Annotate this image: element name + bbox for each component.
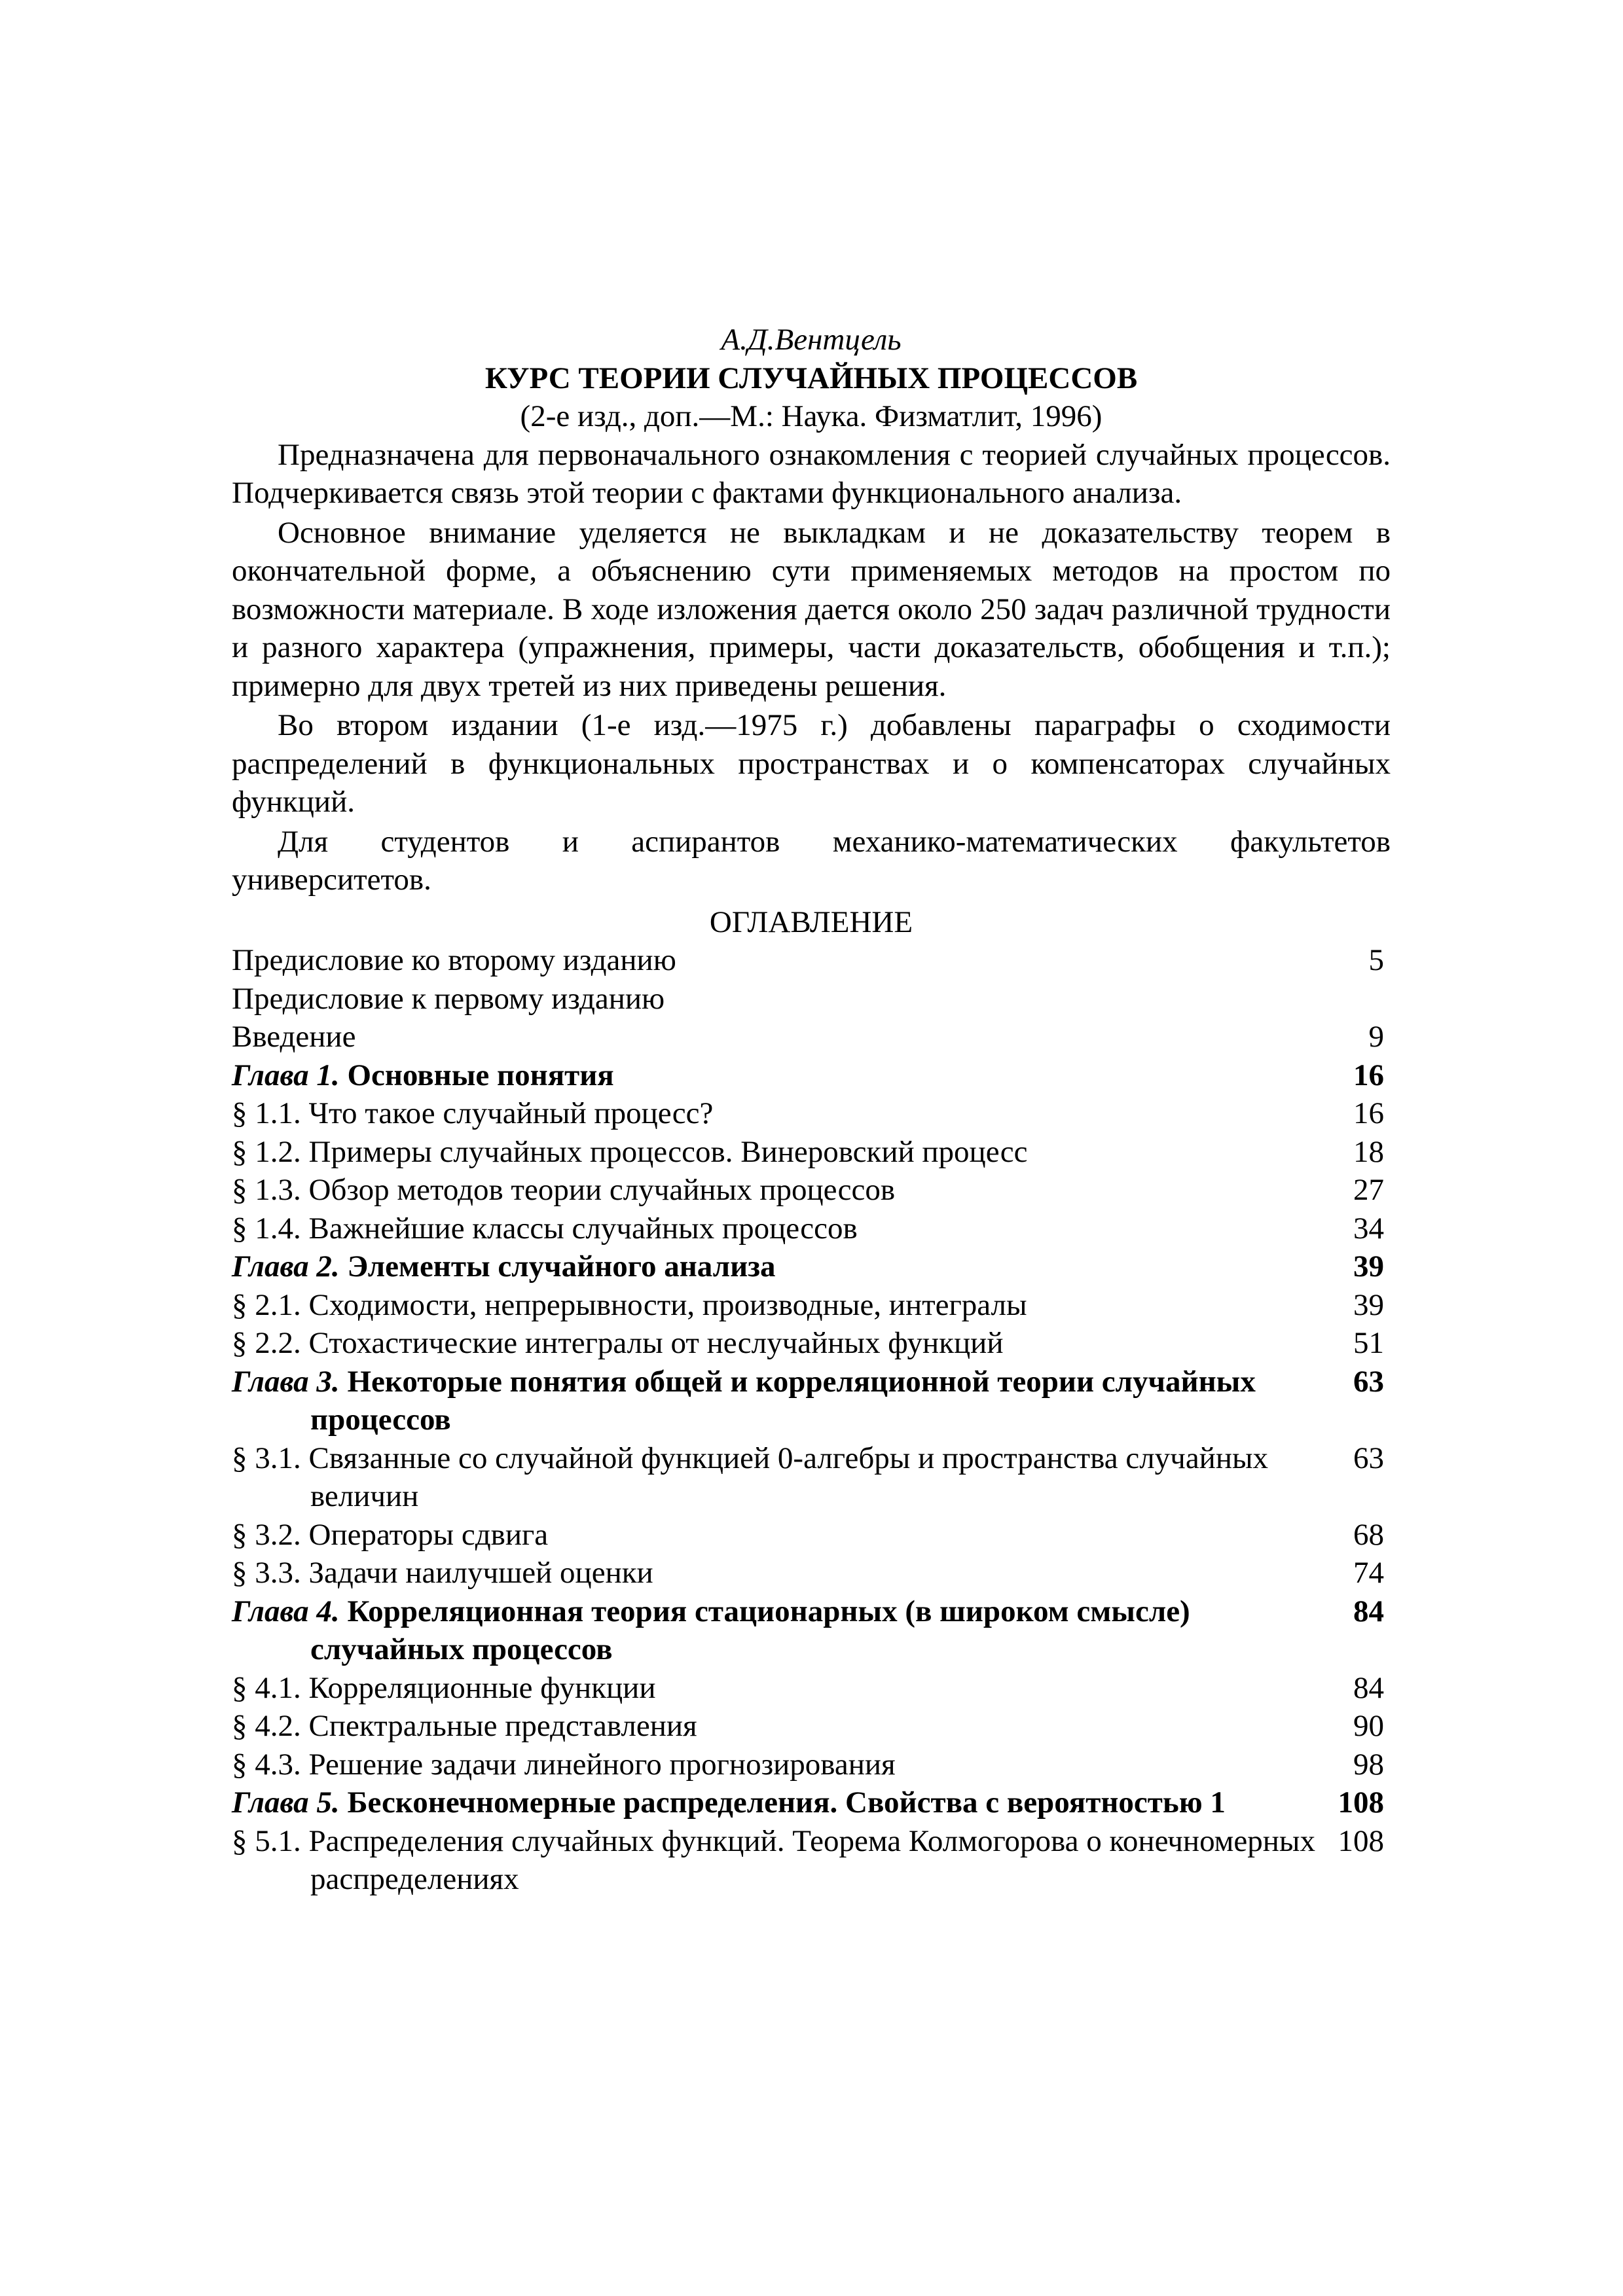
toc-row [232,1171,1391,1210]
toc-chapter-label: Глава 4. [232,1594,340,1628]
toc-entry-page: 98 [1353,1747,1384,1782]
toc-entry-page: 27 [1353,1173,1384,1207]
toc-chapter-row [232,1592,1391,1669]
toc-entry-page: 74 [1353,1556,1384,1590]
toc-entry-title [232,941,1327,980]
toc-entry-page: 9 [1368,1020,1384,1054]
toc-chapter-label: Глава 1. [232,1058,340,1092]
toc-entry-title [232,1094,1327,1133]
toc-entry-page: 108 [1338,1823,1384,1858]
toc-chapter-row [232,1056,1391,1095]
toc-entry-text: § 4.1. Корреляционные функции [232,1670,656,1705]
toc-chapter-label: Глава 3. [232,1364,340,1399]
toc-entry-page: 39 [1353,1249,1384,1283]
toc-row [232,1439,1391,1516]
toc-entry-page: 68 [1353,1517,1384,1552]
toc-entry-page: 63 [1353,1364,1384,1399]
book-edition: (2-е изд., доп.—М.: Наука. Физматлит, 1996) [520,399,1103,433]
toc-entry-text: Элементы случайного анализа [347,1249,776,1283]
toc-entry-title [232,1247,1327,1286]
toc-entry-page: 84 [1353,1670,1384,1705]
annotation-paragraph-4-line-1: Для студентов и аспирантов механико-математических факультетов [278,824,1391,859]
toc-row [232,1018,1391,1056]
toc-entry-title [232,1439,1327,1516]
toc-entry-text: § 2.2. Стохастические интегралы от неслучайных функций [232,1326,1004,1360]
toc-entry-title [232,1133,1327,1172]
annotation-paragraph-3: Во втором издании (1-е изд.—1975 г.) добавлены параграфы о сходимости распределений в функциональных пространствах и о компенсаторах случайных функций. [232,708,1391,819]
toc-entry-text: Основные понятия [347,1058,614,1092]
annotation-paragraph-1: Предназначена для первоначального ознакомления с теорией случайных процессов. Подчеркивается связь этой теории с фактами функционального анализа. [232,437,1391,510]
toc-entry-title [232,1554,1327,1592]
toc-row [232,1516,1391,1554]
toc-chapter-row [232,1363,1391,1439]
toc-entry-text: Некоторые понятия общей и корреляционной теории случайных процессов [310,1364,1256,1437]
toc-entry-text: § 4.3. Решение задачи линейного прогнозирования [232,1747,896,1782]
document-page [232,321,1391,1899]
toc-entry-text: § 1.2. Примеры случайных процессов. Винеровский процесс [232,1134,1028,1169]
annotation-paragraph-2: Основное внимание уделяется не выкладкам и не доказательству теорем в окончательной форме, а объяснению сути применяемых методов на простом по возможности материале. В ходе изложения дается около 250 задач различной трудности и разного характера (упражнения, примеры, части доказательств, обобщения и т.п.); примерно для двух третей из них приведены решения. [232,515,1391,703]
table-of-contents [232,941,1391,1899]
toc-row [232,1210,1391,1248]
toc-entry-text: Введение [232,1020,356,1054]
toc-entry-title [232,1707,1327,1746]
toc-entry-title [232,1286,1327,1325]
toc-entry-text: Бесконечномерные распределения. Свойства с вероятностью 1 [347,1785,1226,1820]
toc-entry-text: Предисловие ко второму изданию [232,943,676,977]
toc-entry-text: § 3.3. Задачи наилучшей оценки [232,1556,653,1590]
toc-chapter-label: Глава 2. [232,1249,340,1283]
toc-row [232,1669,1391,1708]
toc-entry-text: Предисловие к первому изданию [232,981,665,1016]
toc-row [232,1133,1391,1172]
toc-entry-text: § 1.3. Обзор методов теории случайных процессов [232,1173,896,1207]
toc-row [232,1324,1391,1363]
toc-entry-title [232,1363,1327,1439]
toc-entry-page: 51 [1353,1326,1384,1360]
toc-entry-page: 39 [1353,1287,1384,1322]
toc-entry-page: 5 [1368,943,1384,977]
annotation-paragraph-4-line-2: университетов. [232,863,431,897]
toc-entry-text: Корреляционная теория стационарных (в широком смысле) случайных процессов [310,1594,1190,1666]
toc-row [232,1094,1391,1133]
toc-chapter-row [232,1247,1391,1286]
toc-entry-page: 34 [1353,1211,1384,1246]
toc-entry-text: § 5.1. Распределения случайных функций. Теорема Колмогорова о конечномерных распределениях [232,1823,1316,1896]
toc-entry-text: § 3.1. Связанные со случайной функцией 0-алгебры и пространства случайных величин [232,1441,1269,1513]
toc-entry-page: 16 [1353,1096,1384,1130]
toc-heading: ОГЛАВЛЕНИЕ [709,905,913,939]
toc-row [232,980,1391,1018]
toc-entry-title [232,1324,1327,1363]
book-title: КУРС ТЕОРИИ СЛУЧАЙНЫХ ПРОЦЕССОВ [484,361,1138,395]
toc-entry-page: 18 [1353,1134,1384,1169]
toc-entry-title [232,1018,1327,1056]
toc-entry-text: § 4.2. Спектральные представления [232,1709,697,1743]
toc-row [232,1554,1391,1592]
toc-entry-page: 108 [1338,1785,1384,1820]
toc-entry-text: § 1.1. Что такое случайный процесс? [232,1096,714,1130]
toc-entry-title [232,1784,1327,1822]
book-author: А.Д.Вентцель [721,323,902,357]
toc-entry-title [232,1056,1327,1095]
toc-entry-title [232,1746,1327,1784]
toc-row [232,941,1391,980]
toc-entry-title [232,980,1327,1018]
toc-row [232,1822,1391,1899]
toc-row [232,1746,1391,1784]
toc-entry-title [232,1822,1327,1899]
toc-row [232,1707,1391,1746]
toc-entry-page: 16 [1353,1058,1384,1092]
toc-entry-text: § 2.1. Сходимости, непрерывности, производные, интегралы [232,1287,1027,1322]
toc-entry-title [232,1210,1327,1248]
toc-entry-text: § 3.2. Операторы сдвига [232,1517,549,1552]
toc-row [232,1286,1391,1325]
toc-entry-page: 90 [1353,1709,1384,1743]
toc-chapter-label: Глава 5. [232,1785,340,1820]
toc-entry-title [232,1516,1327,1554]
toc-entry-text: § 1.4. Важнейшие классы случайных процессов [232,1211,858,1246]
toc-entry-page: 63 [1353,1441,1384,1475]
toc-entry-title [232,1592,1327,1669]
toc-chapter-row [232,1784,1391,1822]
toc-entry-title [232,1669,1327,1708]
toc-entry-title [232,1171,1327,1210]
toc-entry-page: 84 [1353,1594,1384,1628]
